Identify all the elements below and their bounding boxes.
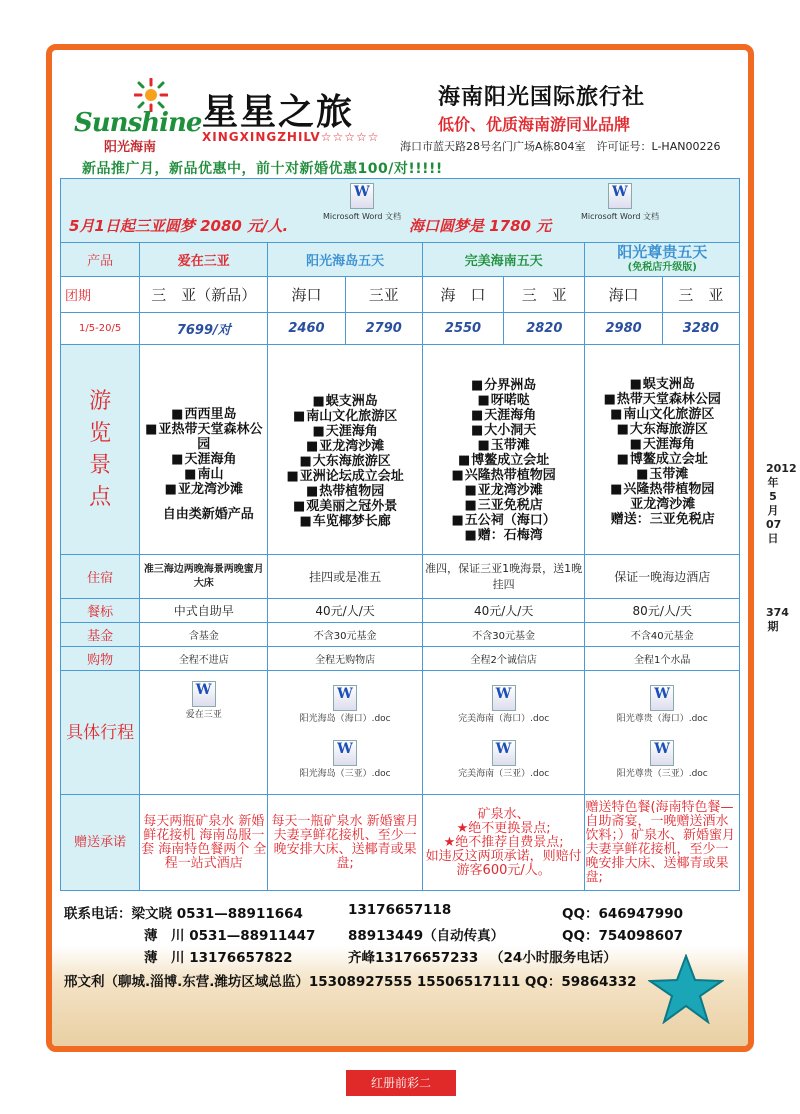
site-gift: 赠送：三亚免税店 (610, 511, 715, 527)
contact-line: 邢文利（聊城.淄博.东营.潍坊区域总监）15308927555 15506517111 QQ：59864332 (64, 974, 637, 990)
banner-row (61, 179, 740, 243)
itinerary-2 (268, 671, 423, 795)
product-4 (585, 243, 740, 277)
site-item: ■ 南山文化旅游区 (268, 409, 422, 424)
itinerary-doc-label: 完美海南（海口）.doc (458, 714, 550, 724)
fund-row (61, 623, 740, 647)
site-item: ■ 南山 (140, 467, 267, 482)
page-title: 星星之旅 (202, 91, 355, 133)
footer-tab: 红册前彩二 (346, 1070, 456, 1096)
price-row (61, 313, 740, 345)
product-1: 爱在三亚 (140, 243, 268, 277)
agency-slogan: 低价、优质海南游同业品牌 (438, 115, 631, 134)
row-label-group: 团期 (61, 277, 140, 313)
logo-sub: 阳光海南 (104, 140, 157, 155)
word-doc-icon (492, 685, 516, 711)
sites-2 (268, 345, 423, 555)
product-3: 完美海南五天 (422, 243, 585, 277)
row-label-sites (61, 345, 140, 555)
sites-3 (422, 345, 585, 555)
itinerary-doc-3a[interactable] (458, 685, 549, 724)
hotel-4: 保证一晚海边酒店 (585, 555, 740, 599)
itinerary-doc-2b[interactable] (300, 740, 391, 779)
hotel-3: 准四，保证三亚1晚海景，送1晚挂四 (422, 555, 585, 599)
site-item: ■ 兴隆热带植物园 (423, 468, 585, 483)
contact-line: 薄 川 0531—88911447 (144, 928, 316, 944)
group-2b: 三亚 (345, 277, 422, 313)
shopping-3: 全程2个诚信店 (422, 647, 585, 671)
site-item: ■ 五公祠（海口） (423, 513, 585, 528)
group-3a: 海 口 (422, 277, 503, 313)
site-item: ■ 亚洲论坛成立会址 (268, 469, 422, 484)
gift-3-line: 矿泉水、 (477, 806, 530, 822)
site-item: ■ 博鳌成立会址 (423, 453, 585, 468)
word-doc-icon (333, 685, 357, 711)
starfish-icon (648, 954, 724, 1024)
site-item: ■ 亚龙湾沙滩 (140, 482, 267, 497)
banner-sanya-offer: 5月1日起三亚圆梦 2080 元/人. (69, 217, 289, 235)
site-item: ■ 热带植物园 (268, 484, 422, 499)
price-2b: 2790 (345, 313, 422, 345)
gift-3 (422, 795, 585, 891)
gift-row (61, 795, 740, 891)
site-item: ■ 天涯海角 (140, 452, 267, 467)
sites-4 (585, 345, 740, 555)
contact-qq: QQ：754098607 (562, 928, 683, 944)
row-label-hotel: 住宿 (61, 555, 140, 599)
site-item: ■ 亚龙湾沙滩 (423, 483, 585, 498)
sun-icon (134, 78, 168, 112)
word-doc-icon (192, 681, 216, 707)
site-item: ■ 观美丽之冠外景 (268, 499, 422, 514)
contact-line: 齐峰13176657233 (348, 950, 479, 966)
row-label-gift (61, 795, 140, 891)
product-row (61, 243, 740, 277)
site-item: ■ 西西里岛 (140, 407, 267, 422)
row-label-fund: 基金 (61, 623, 140, 647)
product-4-sub: (免税店升级版) (627, 261, 697, 273)
meal-row (61, 599, 740, 623)
group-4b: 三 亚 (662, 277, 739, 313)
group-2a: 海口 (268, 277, 345, 313)
word-doc-link[interactable] (581, 183, 659, 222)
price-4b: 3280 (662, 313, 739, 345)
gift-label: 赠送承诺 (74, 834, 127, 850)
meal-4: 80元/人/天 (585, 599, 740, 623)
hotel-2: 挂四或是准五 (268, 555, 423, 599)
itinerary-doc-4a[interactable] (617, 685, 708, 724)
group-row (61, 277, 740, 313)
product-4-name: 阳光尊贵五天 (617, 242, 708, 261)
fund-1: 含基金 (140, 623, 268, 647)
row-label-meal: 餐标 (61, 599, 140, 623)
site-note: 自由类新婚产品 (162, 507, 254, 522)
word-doc-icon (650, 740, 674, 766)
itinerary-3 (422, 671, 585, 795)
issue-number: 374期 (766, 606, 789, 633)
word-doc-icon (333, 740, 357, 766)
site-item: ■ 天涯海角 (585, 437, 739, 452)
itinerary-doc-label: 阳光海岛（三亚）.doc (299, 769, 391, 779)
site-item: ■ 玉带滩 (585, 467, 739, 482)
meal-3: 40元/人/天 (422, 599, 585, 623)
shopping-4: 全程1个水晶 (585, 647, 740, 671)
fund-3: 不含30元基金 (422, 623, 585, 647)
gift-3-line: ★绝不推荐自费景点; (443, 834, 564, 850)
sites-label: 游览景点 (89, 388, 112, 510)
row-label-itinerary (61, 671, 140, 795)
itinerary-doc-label: 阳光海岛（海口）.doc (299, 714, 391, 724)
gift-3-line: ★绝不更换景点; (456, 820, 551, 836)
itinerary-doc-3b[interactable] (458, 740, 549, 779)
itinerary-doc-label: 爱在三亚 (185, 710, 222, 720)
price-1: 7699/对 (140, 313, 268, 345)
price-3b: 2820 (504, 313, 585, 345)
price-2a: 2460 (268, 313, 345, 345)
site-item: ■ 博鳌成立会址 (585, 452, 739, 467)
group-1: 三 亚（新品） (140, 277, 268, 313)
sites-row (61, 345, 740, 555)
gift-1: 每天两瓶矿泉水 新婚鲜花接机 海南岛服一套 海南特色餐两个 全程一站式酒店 (140, 795, 268, 891)
date-range: 1/5-20/5 (61, 313, 140, 345)
row-label-product: 产品 (61, 243, 140, 277)
shopping-1: 全程不进店 (140, 647, 268, 671)
site-item: ■ 蜈支洲岛 (585, 377, 739, 392)
shopping-2: 全程无购物店 (268, 647, 423, 671)
promo-banner: 新品推广月，新品优惠中，前十对新婚优惠100/对!!!!! (82, 161, 443, 177)
site-item: ■ 呀喏哒 (423, 393, 585, 408)
itinerary-doc-1[interactable] (186, 681, 222, 720)
price-4a: 2980 (585, 313, 662, 345)
word-doc-label: Microsoft Word 文档 (581, 212, 660, 221)
site-item: ■ 天涯海角 (268, 424, 422, 439)
site-item: ■ 赠：石梅湾 (423, 528, 585, 543)
itinerary-doc-label: 阳光尊贵（海口）.doc (616, 714, 708, 724)
page-subtitle: XINGXINGZHILV☆☆☆☆☆ (202, 130, 380, 144)
word-doc-icon (492, 740, 516, 766)
site-item: ■ 车览椰梦长廊 (268, 514, 422, 529)
itinerary-doc-label: 阳光尊贵（三亚）.doc (616, 769, 708, 779)
contact-line: （24小时服务电话） (490, 950, 617, 966)
gift-4: 赠送特色餐(海南特色餐—自助斋宴，一晚赠送酒水饮料；）矿泉水、新婚蜜月夫妻享鲜花接机，至少一晚安排大床、送椰青或果盘; (585, 795, 740, 891)
site-item: ■ 天涯海角 (423, 408, 585, 423)
site-item: ■ 蜈支洲岛 (268, 394, 422, 409)
gift-2: 每天一瓶矿泉水 新婚蜜月夫妻享鲜花接机、至少一晚安排大床、送椰青或果盘; (268, 795, 423, 891)
itinerary-4 (585, 671, 740, 795)
page-frame (46, 44, 754, 1052)
fund-2: 不含30元基金 (268, 623, 423, 647)
itinerary-1 (140, 671, 268, 795)
site-item: ■ 大东海旅游区 (585, 422, 739, 437)
word-doc-link[interactable] (323, 183, 401, 222)
contact-line: 联系电话：梁文晓 0531—88911664 (64, 906, 303, 922)
contact-line: 88913449（自动传真） (348, 928, 505, 944)
itinerary-label: 具体行程 (66, 722, 135, 743)
group-3b: 三 亚 (504, 277, 585, 313)
group-4a: 海口 (585, 277, 662, 313)
price-3a: 2550 (422, 313, 503, 345)
fund-4: 不含40元基金 (585, 623, 740, 647)
word-doc-label: Microsoft Word 文档 (323, 212, 402, 221)
site-item: 亚龙湾沙滩 (630, 496, 696, 512)
itinerary-doc-2a[interactable] (300, 685, 391, 724)
site-item: ■ 大小洞天 (423, 423, 585, 438)
word-doc-icon (350, 183, 374, 209)
banner-haikou-offer: 海口圆梦是 1780 元 (409, 217, 552, 235)
meal-2: 40元/人/天 (268, 599, 423, 623)
agency-name: 海南阳光国际旅行社 (438, 85, 646, 110)
site-item: ■ 玉带滩 (423, 438, 585, 453)
site-item: ■ 热带天堂森林公园 (585, 392, 739, 407)
hotel-row (61, 555, 740, 599)
product-2: 阳光海岛五天 (268, 243, 423, 277)
site-item: ■ 亚热带天堂森林公园 (140, 422, 267, 452)
agency-address: 海口市蓝天路28号名门广场A栋804室 许可证号：L-HAN00226 (400, 140, 721, 153)
itinerary-doc-label: 完美海南（三亚）.doc (458, 769, 550, 779)
site-item: ■ 大东海旅游区 (268, 454, 422, 469)
shopping-row (61, 647, 740, 671)
contact-line: 薄 川 13176657822 (144, 950, 293, 966)
issue-date: 2012年5月07日 (766, 462, 797, 545)
contact-qq: QQ：646947990 (562, 906, 683, 922)
contact-line: 13176657118 (348, 902, 452, 918)
site-item: ■ 亚龙湾沙滩 (268, 439, 422, 454)
site-item: ■ 分界洲岛 (423, 378, 585, 393)
hotel-1: 准三海边两晚海景两晚蜜月大床 (140, 555, 268, 599)
row-label-shopping: 购物 (61, 647, 140, 671)
word-doc-icon (608, 183, 632, 209)
site-item: ■ 南山文化旅游区 (585, 407, 739, 422)
tour-table (60, 178, 740, 891)
sunshine-logo (74, 78, 202, 155)
itinerary-doc-4b[interactable] (617, 740, 708, 779)
site-item: ■ 兴隆热带植物园 (585, 482, 739, 497)
sites-1 (140, 345, 268, 555)
word-doc-icon (650, 685, 674, 711)
gift-3-line: 如违反这两项承诺，则赔付游客600元/人。 (425, 848, 582, 878)
site-item: ■ 三亚免税店 (423, 498, 585, 513)
logo-brand: Sunshine (74, 108, 202, 138)
itinerary-row (61, 671, 740, 795)
meal-1: 中式自助早 (140, 599, 268, 623)
